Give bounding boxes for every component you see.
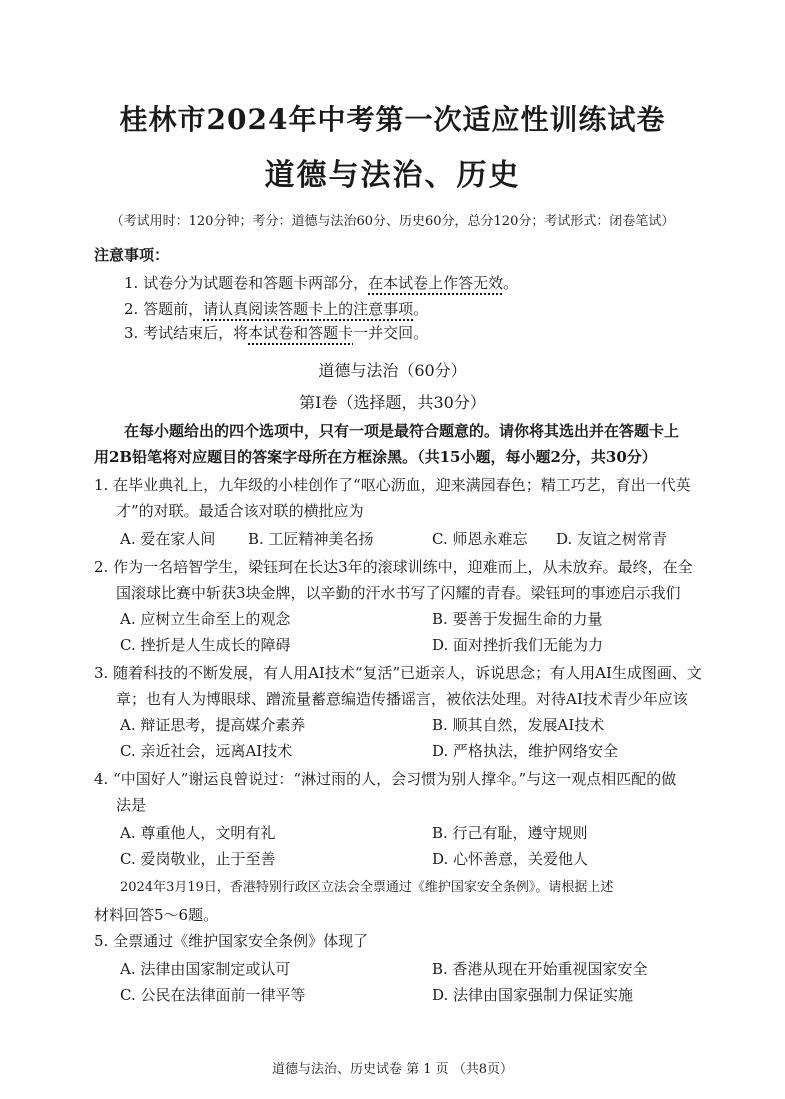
question-text: 法是 [116,796,147,814]
exam-subtitle: 道德与法治、历史 [264,158,521,193]
option: B. 行己有耻，遵守规则 [432,824,588,842]
material-text: 2024年3月19日，香港特别行政区立法会全票通过《维护国家安全条例》。请根据上述 [120,880,614,895]
page-footer: 道德与法治、历史试卷 第 1 页 （共8页） [271,1062,514,1077]
option: D. 心怀善意，关爱他人 [432,850,589,868]
note-item: 1. 试卷分为试题卷和答题卡两部分，在本试卷上作答无效。 [124,274,519,292]
option: C. 公民在法律面前一律平等 [120,986,306,1004]
option: C. 挫折是人生成长的障碍 [120,636,291,654]
question-text: 4. “中国好人”谢运良曾说过：“淋过雨的人，会习惯为别人撑伞。”与这一观点相匹配的做 [94,770,677,788]
option: B. 要善于发掘生命的力量 [432,610,603,628]
option: D. 严格执法，维护网络安全 [432,742,619,760]
option: A. 爱在家人间 [120,530,216,548]
option: C. 师恩永难忘 [432,530,528,548]
section-title: 道德与法治（60分） [318,361,467,380]
question-text: 1. 在毕业典礼上，九年级的小桂创作了“呕心沥血，迎来满园春色；精工巧艺，育出一代英 [94,476,691,494]
option: A. 辩证思考，提高媒介素养 [120,716,306,734]
option: A. 应树立生命至上的观念 [120,610,291,628]
note-item: 2. 答题前，请认真阅读答题卡上的注意事项。 [124,300,429,318]
option: C. 爱岗敬业，止于至善 [120,850,276,868]
question-text: 5. 全票通过《维护国家安全条例》体现了 [94,932,369,950]
option: D. 友谊之树常青 [556,530,668,548]
material-text: 材料回答5～6题。 [94,906,219,924]
question-text: 国滚球比赛中斩获3块金牌，以辛勤的汗水书写了闪耀的青春。梁钰珂的事迹启示我们 [116,584,681,602]
part-title: 第Ⅰ卷（选择题，共30分） [299,393,486,412]
option: A. 尊重他人，文明有礼 [120,824,276,842]
option: D. 法律由国家强制力保证实施 [432,986,634,1004]
exam-info: （考试用时：120分钟；考分：道德与法治60分、历史60分，总分120分；考试形式：闭卷笔试） [110,214,675,229]
exam-title: 桂林市2024年中考第一次适应性训练试卷 [119,103,666,136]
option: B. 香港从现在开始重视国家安全 [432,960,648,978]
option: D. 面对挫折我们无能为力 [432,636,604,654]
notes-heading: 注意事项： [94,246,170,264]
question-text: 2. 作为一名培智学生，梁钰珂在长达3年的滚球训练中，迎难而上，从未放弃。最终，在全 [94,558,693,576]
note-item: 3. 考试结束后，将本试卷和答题卡一并交回。 [124,324,429,342]
option: A. 法律由国家制定或认可 [120,960,291,978]
question-text: 才”的对联。最适合该对联的横批应为 [116,502,364,520]
instructions-line: 用2B铅笔将对应题目的答案字母所在方框涂黑。（共15小题，每小题2分，共30分） [94,448,657,466]
option: C. 亲近社会，远离AI技术 [120,742,293,760]
instructions-line: 在每小题给出的四个选项中，只有一项是最符合题意的。请你将其选出并在答题卡上 [124,422,680,440]
question-text: 章；也有人为博眼球、蹭流量蓄意编造传播谣言，被依法处理。对待AI技术青少年应该 [116,690,688,708]
option: B. 顺其自然，发展AI技术 [432,716,605,734]
option: B. 工匠精神美名扬 [248,530,374,548]
question-text: 3. 随着科技的不断发展，有人用AI技术“复活”已逝亲人，诉说思念；有人用AI生成图画、文 [94,664,702,682]
